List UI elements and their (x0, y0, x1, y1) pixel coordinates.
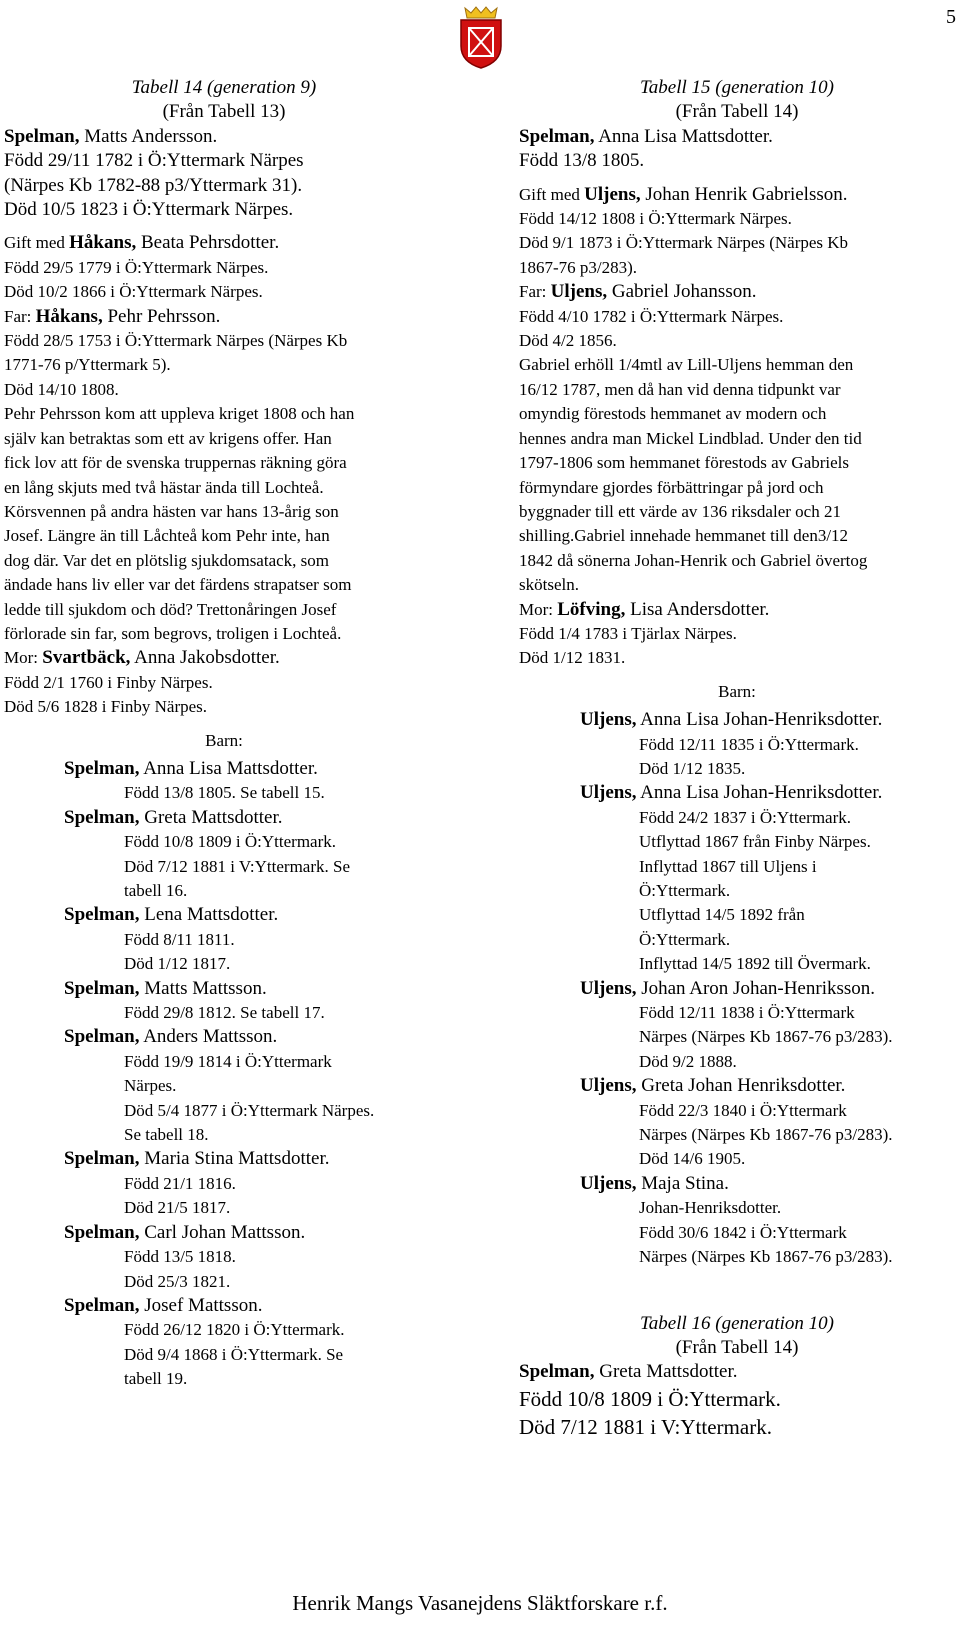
table-15-father-line: byggnader till ett värde av 136 riksdaler och 21 (519, 501, 841, 521)
child-detail: Inflyttad 14/5 1892 till Övermark. (639, 954, 871, 974)
table-15-father-line: 1842 då sönerna Johan-Henrik och Gabriel övertog (519, 550, 868, 570)
child-detail: Utflyttad 14/5 1892 från (639, 905, 805, 925)
child-detail: Död 5/4 1877 i Ö:Yttermark Närpes. (124, 1100, 375, 1120)
child-detail: Född 21/1 1816. (124, 1173, 236, 1193)
table-15-father-line: omyndig förestods hemmanet av modern och (519, 404, 827, 424)
child-detail: Närpes (Närpes Kb 1867-76 p3/283). (639, 1247, 893, 1267)
table-16-title: Tabell 16 (generation 10) (639, 1312, 835, 1334)
child-detail: Ö:Yttermark. (639, 929, 731, 949)
table-16-line: Död 7/12 1881 i V:Yttermark. (519, 1414, 772, 1439)
child-detail: Närpes. (124, 1076, 177, 1096)
child-detail: Född 13/5 1818. (124, 1247, 236, 1267)
table-15-spouse-line: Född 14/12 1808 i Ö:Yttermark Närpes. (519, 209, 792, 229)
page-number: 5 (946, 6, 956, 28)
table-15-spouse-line: 1867-76 p3/283). (519, 257, 638, 277)
table-15-father-line: shilling.Gabriel innehade hemmanet till den3/12 (519, 526, 849, 546)
table-14-father-line: ledde till sjukdom och död? Trettonåringen Josef (4, 599, 337, 619)
table-14-father: Far: Håkans, Pehr Pehrsson. (4, 305, 221, 327)
table-15-father-line: Gabriel erhöll 1/4mtl av Lill-Uljens hemman den (519, 355, 854, 375)
table-14-father-line: 1771-76 p/Yttermark 5). (4, 355, 171, 375)
child-name: Spelman, Anders Mattsson. (64, 1026, 278, 1048)
table-15-line: Född 13/8 1805. (519, 150, 645, 172)
child-detail: Död 9/4 1868 i Ö:Yttermark. Se (124, 1344, 344, 1364)
table-14-person: Spelman, Matts Andersson. (4, 125, 218, 147)
footer: Henrik Mangs Vasanejdens Släktforskare r.f. (292, 1591, 668, 1615)
table-14-father-line: Körsvennen på andra hästen var hans 13-årig son (4, 501, 339, 521)
child-detail: Född 10/8 1809 i Ö:Yttermark. (124, 832, 337, 852)
table-14-mother: Mor: Svartbäck, Anna Jakobsdotter. (4, 647, 280, 669)
child-detail: Död 9/2 1888. (639, 1051, 737, 1071)
table-15-father-line: 16/12 1787, men då han vid denna tidpunkt var (519, 379, 841, 399)
child-detail: Född 30/6 1842 i Ö:Yttermark (639, 1222, 847, 1242)
table-14-spouse-line: Död 10/2 1866 i Ö:Yttermark Närpes. (4, 282, 263, 302)
child-name: Uljens, Maja Stina. (580, 1172, 729, 1194)
table-14-father-line: en lång skjuts med två hästar ända till Lochteå. (4, 477, 324, 497)
table-14-line: Död 10/5 1823 i Ö:Yttermark Närpes. (4, 199, 294, 221)
table-15-children-heading: Barn: (718, 681, 756, 701)
table-14-column (4, 76, 444, 1392)
table-15-father-line: Född 4/10 1782 i Ö:Yttermark Närpes. (519, 306, 784, 326)
table-14-line: Född 29/11 1782 i Ö:Yttermark Närpes (4, 150, 304, 172)
table-15-father-line: skötseln. (519, 575, 579, 595)
table-14-mother-line: Född 2/1 1760 i Finby Närpes. (4, 672, 213, 692)
table-14-children-heading: Barn: (205, 730, 243, 750)
table-14-father-line: dog där. Var det en plötslig sjukdomsatack, som (4, 550, 330, 570)
child-detail: Död 7/12 1881 i V:Yttermark. Se (124, 856, 351, 876)
child-detail: Född 24/2 1837 i Ö:Yttermark. (639, 807, 852, 827)
table-15-father-line: Död 4/2 1856. (519, 331, 617, 351)
child-detail: Död 14/6 1905. (639, 1149, 746, 1169)
table-14-father-line: Död 14/10 1808. (4, 379, 119, 399)
child-name: Spelman, Carl Johan Mattsson. (64, 1221, 306, 1243)
table-16-line: Född 10/8 1809 i Ö:Yttermark. (519, 1386, 781, 1411)
table-14-father-line: Josef. Längre än till Låchteå kom Pehr inte, han (4, 526, 330, 546)
table-14-father-line: Född 28/5 1753 i Ö:Yttermark Närpes (Närpes Kb (4, 331, 348, 351)
table-15-title: Tabell 15 (generation 10) (639, 77, 835, 98)
child-name: Spelman, Greta Mattsdotter. (64, 806, 283, 828)
table-15-mother-line: Död 1/12 1831. (519, 648, 626, 668)
child-detail: Född 8/11 1811. (124, 929, 235, 949)
table-14-spouse: Gift med Håkans, Beata Pehrsdotter. (4, 232, 280, 254)
child-detail: Död 21/5 1817. (124, 1198, 231, 1218)
child-detail: Född 12/11 1838 i Ö:Yttermark (639, 1003, 855, 1023)
table-14-line: (Närpes Kb 1782-88 p3/Yttermark 31). (4, 174, 303, 196)
child-name: Uljens, Greta Johan Henriksdotter. (580, 1075, 846, 1097)
table-15-mother: Mor: Löfving, Lisa Andersdotter. (519, 598, 770, 620)
table-15-spouse: Gift med Uljens, Johan Henrik Gabrielsson. (519, 183, 848, 205)
child-name: Spelman, Anna Lisa Mattsdotter. (64, 757, 318, 779)
child-detail: tabell 16. (124, 881, 188, 900)
table-15-father-line: hennes andra man Mickel Lindblad. Under den tid (519, 428, 862, 448)
table-16-person: Spelman, Greta Mattsdotter. (519, 1361, 738, 1383)
table-14-mother-line: Död 5/6 1828 i Finby Närpes. (4, 697, 208, 717)
child-detail: Johan-Henriksdotter. (639, 1198, 782, 1218)
table-14-father-line: själv kan betraktas som ett av krigens offer. Han (4, 428, 332, 448)
child-detail: Inflyttad 1867 till Uljens i (639, 856, 817, 876)
child-name: Uljens, Anna Lisa Johan-Henriksdotter. (580, 709, 883, 731)
table-15-person: Spelman, Anna Lisa Mattsdotter. (519, 125, 773, 147)
child-name: Spelman, Maria Stina Mattsdotter. (64, 1148, 330, 1170)
coat-of-arms-icon (455, 4, 507, 70)
child-name: Uljens, Johan Aron Johan-Henriksson. (580, 977, 876, 999)
table-16-from: (Från Tabell 14) (675, 1336, 799, 1358)
child-name: Spelman, Josef Mattsson. (64, 1294, 263, 1316)
table-14-spouse-line: Född 29/5 1779 i Ö:Yttermark Närpes. (4, 257, 269, 277)
table-14-father-line: fick lov att för de svenska truppernas räkning göra (4, 453, 347, 473)
child-detail: Närpes (Närpes Kb 1867-76 p3/283). (639, 1027, 893, 1047)
child-detail: Se tabell 18. (124, 1125, 209, 1145)
child-detail: Död 1/12 1817. (124, 954, 231, 974)
table-15-father-line: 1797-1806 som hemmanet förestods av Gabriels (519, 453, 850, 473)
table-15-spouse-line: Död 9/1 1873 i Ö:Yttermark Närpes (Närpes Kb (519, 233, 849, 253)
table-14-father-line: Pehr Pehrsson kom att uppleva kriget 1808 och han (4, 404, 355, 424)
child-detail: Född 29/8 1812. Se tabell 17. (124, 1003, 325, 1023)
child-detail: Född 13/8 1805. Se tabell 15. (124, 783, 325, 803)
child-detail: Född 22/3 1840 i Ö:Yttermark (639, 1100, 847, 1120)
child-detail: Född 12/11 1835 i Ö:Yttermark. (639, 734, 859, 754)
child-name: Spelman, Matts Mattsson. (64, 977, 267, 999)
child-detail: Utflyttad 1867 från Finby Närpes. (639, 832, 871, 852)
child-detail: Död 25/3 1821. (124, 1271, 231, 1291)
child-name: Uljens, Anna Lisa Johan-Henriksdotter. (580, 782, 883, 804)
child-detail: Närpes (Närpes Kb 1867-76 p3/283). (639, 1125, 893, 1145)
child-detail: Född 26/12 1820 i Ö:Yttermark. (124, 1320, 345, 1340)
table-15-father: Far: Uljens, Gabriel Johansson. (519, 281, 757, 303)
table-15-father-line: förmyndare gjordes förbättringar på jord och (519, 477, 824, 497)
table-15-from: (Från Tabell 14) (675, 101, 799, 123)
child-detail: tabell 19. (124, 1369, 188, 1389)
table-14-father-line: ändade hans liv eller var det färdens strapatser som (4, 575, 352, 595)
table-15-mother-line: Född 1/4 1783 i Tjärlax Närpes. (519, 623, 737, 643)
child-name: Spelman, Lena Mattsdotter. (64, 904, 279, 926)
table-15-16-column (519, 76, 955, 1441)
table-14-title: Tabell 14 (generation 9) (131, 77, 317, 98)
child-detail: Ö:Yttermark. (639, 881, 731, 900)
child-detail: Född 19/9 1814 i Ö:Yttermark (124, 1051, 332, 1071)
child-detail: Död 1/12 1835. (639, 758, 746, 778)
table-14-father-line: förlorade sin far, som begrovs, troligen i Lochteå. (4, 623, 342, 643)
table-14-from: (Från Tabell 13) (162, 101, 286, 123)
